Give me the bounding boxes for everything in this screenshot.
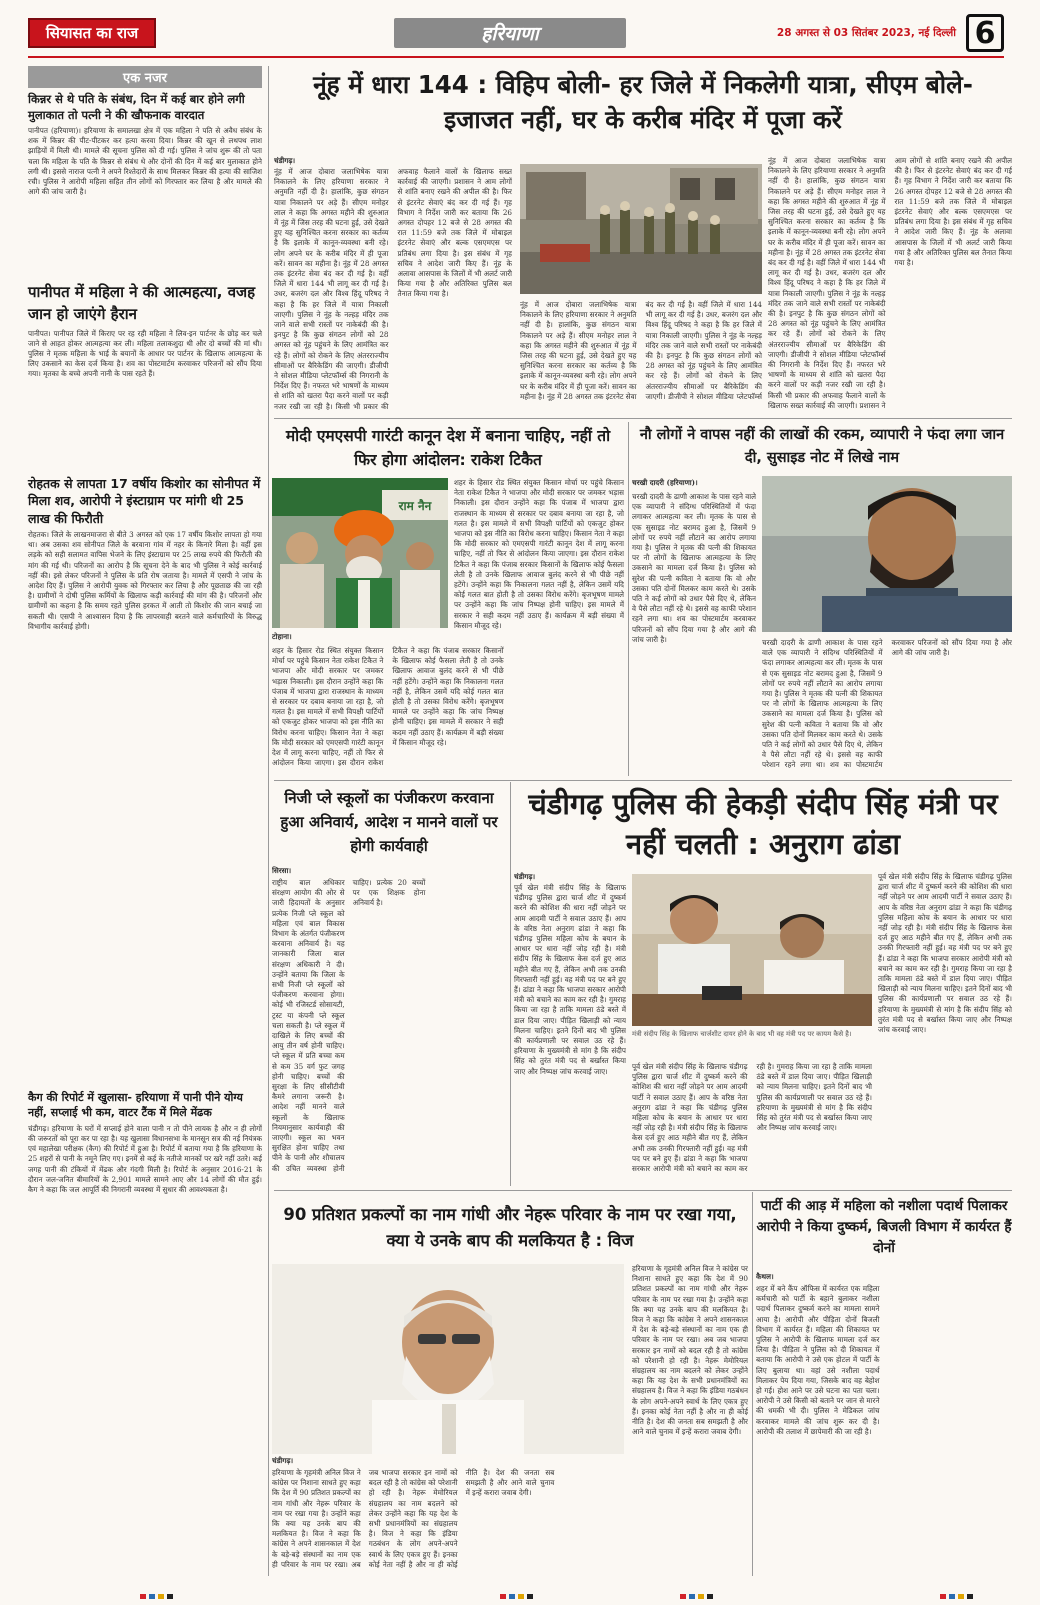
story-headline: कैग की रिपोर्ट में खुलासा- हरियाणा में पानी पीने योग्य नहीं, सप्लाई भी कम, वाटर टैंक में मिले मेंढक — [28, 1091, 243, 1120]
dhanda-body-lower: पूर्व खेल मंत्री संदीप सिंह के खिलाफ चंडीगढ़ पुलिस द्वारा चार्ज शीट में दुष्कर्म करने की कोशिश की धारा नहीं जोड़ने पर आम आदमी पार्टी ने सवाल उठाए हैं। आप के वरिष्ठ नेता अनुराग ढांडा ने कहा कि चंडीगढ़ पुलिस महिला कोच के बयान के आधार पर धारा नहीं जोड़ रही है। मंत्री संदीप सिंह के खिलाफ केस दर्ज हुए आठ महीने बीत गए हैं, लेकिन अभी तक उनकी गिरफ्तारी नहीं हुई। वह मंत्री पद पर बने हुए हैं। ढांडा ने कहा कि भाजपा सरकार आरोपी मंत्री को बचाने का काम कर रही है। गुमराह किया जा रहा है ताकि मामला ठंडे बस्ते में डाल दिया जाए। पीड़ित खिलाड़ी को न्याय मिलना चाहिए। इतने दिनों बाद भी पुलिस की कार्यप्रणाली पर सवाल उठ रहे हैं। हरियाणा के मुख्यमंत्री से मांग है कि संदीप सिंह को तुरंत मंत्री पद से बर्खास्त किया जाए और निष्पक्ष जांच करवाई जाए। — [632, 1062, 872, 1174]
crime-text — [756, 1284, 1012, 1574]
anil-vij-photo — [272, 1264, 624, 1454]
tikait-story — [272, 420, 624, 778]
suicide-body-lower: चरखी दादरी के ढाणी आकाश के पास रहने वाले एक व्यापारी ने संदिग्ध परिस्थितियों में फंदा लगाकर आत्महत्या कर ली। मृतक के पास से एक सुसाइड नोट बरामद हुआ है, जिसमें 9 लोगों पर रुपये नहीं लौटाने का आरोप लगाया गया है। पुलिस ने मृतक की पत्नी की शिकायत पर नौ लोगों के खिलाफ आत्महत्या के लिए उकसाने का मामला दर्ज किया है। पुलिस को सुरेश की पत्नी कविता ने बताया कि वो और उसका पति दोनों मिलकर काम करते थे। उसके पति ने कई लोगों को उधार पैसे दिए थे, लेकिन वे पैसे लौटा नहीं रहे थे। इससे वह काफी परेशान रहने लगा था। शव का पोस्टमार्टम करवाकर परिजनों को सौंप दिया गया है और आगे की जांच जारी है। — [762, 638, 1012, 770]
sidebar-label: एक नजर — [123, 71, 167, 86]
bottom-divider — [274, 1190, 1012, 1191]
tikait-headline: मोदी एमएसपी गारंटी कानून देश में बनाना चाहिए, नहीं तो फिर होगा आंदोलन: राकेश टिकैत — [285, 427, 611, 470]
lead-col-b — [768, 156, 1012, 414]
suicide-body: चरखी दादरी के ढाणी आकाश के पास रहने वाले एक व्यापारी ने संदिग्ध परिस्थितियों में फंदा लगाकर आत्महत्या कर ली। मृतक के पास से एक सुसाइड नोट बरामद हुआ है, जिसमें 9 लोगों पर रुपये नहीं लौटाने का आरोप लगाया गया है। पुलिस ने मृतक की पत्नी की शिकायत पर नौ लोगों के खिलाफ आत्महत्या के लिए उकसाने का मामला दर्ज किया है। पुलिस को सुरेश की पत्नी कविता ने बताया कि वो और उसका पति दोनों मिलकर काम करते थे। उसके पति ने कई लोगों को उधार पैसे दिए थे, लेकिन वे पैसे लौटा नहीं रहे थे। इससे वह काफी परेशान रहने लगा था। शव का पोस्टमार्टम करवाकर परिजनों को सौंप दिया गया है और आगे की जांच जारी है। — [632, 492, 756, 644]
sidebar-story-4 — [28, 1090, 262, 1544]
crime-story — [756, 1192, 1012, 1576]
story-headline: किन्नर से थे पति के संबंध, दिन में कई बार होने लगी मुलाकात तो पत्नी ने की खौफनाक वारदात — [28, 92, 245, 122]
schools-headline: निजी प्ले स्कूलों का पंजीकरण करवाना हुआ अनिवार्य, आदेश न मानने वालों पर होगी कार्यवाही — [280, 789, 498, 855]
lead-col-a — [274, 156, 512, 414]
lead-body-lower: नूंह में आज दोबारा जलाभिषेक यात्रा निकालने के लिए हरियाणा सरकार ने अनुमति नहीं दी है। हालांकि, कुछ संगठन यात्रा निकालने पर अड़े हैं। सीएम मनोहर लाल ने कहा कि अगस्त महीने की शुरुआत में नूंह में जिस तरह की घटना हुई, उसे देखते हुए यह सुनिश्चित करना सरकार का कर्तव्य है कि इलाके में कानून-व्यवस्था बनी रहे। लोग अपने घर के करीब मंदिर में ही पूजा करें। सावन का महीना है। नूंह में 28 अगस्त तक इंटरनेट सेवा बंद कर दी गई है। वहीं जिले में धारा 144 भी लागू कर दी गई है। उधर, बजरंग दल और विश्व हिंदू परिषद ने कहा है कि हर जिले में यात्रा निकाली जाएगी। पुलिस ने नूंह के नल्हड़ मंदिर तक जाने वाले सभी रास्तों पर नाकेबंदी की है। इनपुट है कि कुछ संगठन लोगों को 28 अगस्त को नूंह पहुंचने के लिए आमंत्रित कर रहे हैं। लोगों को रोकने के लिए अंतरराज्यीय सीमाओं पर बैरिकेडिंग की जाएगी। डीजीपी ने सोशल मीडिया प्लेटफॉर्म्स — [520, 300, 762, 401]
tikait-text-frame — [272, 646, 624, 776]
dhanda-photo — [632, 874, 872, 1026]
vij-headline: 90 प्रतिशत प्रकल्पों का नाम गांधी और नेहरू परिवार के नाम पर रखा गया, क्या ये उनके बाप की मलकियत है : विज — [283, 1205, 737, 1251]
victim-portrait-photo — [762, 476, 1012, 632]
crime-headline: पार्टी की आड़ में महिला को नशीला पदार्थ पिलाकर आरोपी ने किया दुष्कर्म, बिजली विभाग में कार्यरत हैं दोनों — [756, 1198, 1012, 1256]
vij-dateline: चंडीगढ़। — [272, 1456, 294, 1465]
tikait-photo — [272, 478, 448, 628]
story-body: पानीपत (हरियाणा)। हरियाणा के समालखा क्षेत्र में एक महिला ने पति से अवैध संबंध के शक में किन्नर की पीट-पीटकर कर हत्या करवा दिया। किन्नर की खून से लथपथ लाश झाड़ियों में मिली थी। मामले की सूचना पुलिस को दी गई। पुलिस ने जांच शुरू की तो पता चला कि महिला के पति के किन्नर से संबंध थे और दोनों की दिन में कई बार मुलाकात होने लगी थी। इससे नाराज पत्नी ने अपने रिश्तेदारों के साथ मिलकर किन्नर की हत्या की साजिश रची। पुलिस ने आरोपी महिला सहित तीन लोगों को गिरफ्तार कर लिया है और मामले की आगे की जांच जारी है। — [28, 126, 262, 197]
mid-divider — [274, 780, 1012, 781]
schools-story — [272, 782, 506, 1188]
suicide-photo — [762, 476, 1012, 632]
crime-dateline: कैथल। — [756, 1272, 774, 1281]
brand-name: सियासत का राज — [45, 24, 139, 42]
dhanda-body-right: पूर्व खेल मंत्री संदीप सिंह के खिलाफ चंडीगढ़ पुलिस द्वारा चार्ज शीट में दुष्कर्म करने की कोशिश की धारा नहीं जोड़ने पर आम आदमी पार्टी ने सवाल उठाए हैं। आप के वरिष्ठ नेता अनुराग ढांडा ने कहा कि चंडीगढ़ पुलिस महिला कोच के बयान के आधार पर धारा नहीं जोड़ रही है। मंत्री संदीप सिंह के खिलाफ केस दर्ज हुए आठ महीने बीत गए हैं, लेकिन अभी तक उनकी गिरफ्तारी नहीं हुई। वह मंत्री पद पर बने हुए हैं। ढांडा ने कहा कि भाजपा सरकार आरोपी मंत्री को बचाने का काम कर रही है। गुमराह किया जा रहा है ताकि मामला ठंडे बस्ते में डाल दिया जाए। पीड़ित खिलाड़ी को न्याय मिलना चाहिए। इतने दिनों बाद भी पुलिस की कार्यप्रणाली पर सवाल उठ रहे हैं। हरियाणा के मुख्यमंत्री से मांग है कि संदीप सिंह को तुरंत मंत्री पद से बर्खास्त किया जाए और निष्पक्ष जांच करवाई जाए। — [878, 872, 1012, 1035]
sidebar-story-2 — [28, 282, 262, 471]
anurag-dhanda-press-photo — [632, 874, 872, 1026]
story-body: चंडीगढ़। हरियाणा के घरों में सप्लाई होने वाला पानी न तो पीने लायक है और न ही लोगों की जरूरतों को पूरा कर पा रहा है। यह खुलासा विधानसभा के मानसून सत्र की नई नियंत्रक एवं महालेखा परीक्षक (कैग) की रिपोर्ट में हुआ है। रिपोर्ट में बताया गया है कि हरियाणा के 25 शहरों से पानी के नमूने लिए गए। इनमें से कई के नतीजे मानकों पर खरे नहीं उतरे। कई जगह पानी की टंकियों में मेंढक और गंदगी मिली है। रिपोर्ट के अनुसार 2016-21 के दौरान जल-जनित बीमारियों के 2,901 मामले सामने आए और 14 लोगों की मौत हुई। कैग ने कहा कि जल आपूर्ति की निगरानी व्यवस्था में सुधार की आवश्यकता है। — [28, 1123, 262, 1195]
dhanda-headline: चंडीगढ़ पुलिस की हेकड़ी संदीप सिंह मंत्री पर नहीं चलती : अनुराग ढांडा — [528, 787, 998, 862]
lead-story — [274, 64, 1012, 416]
suicide-story — [632, 420, 1012, 778]
lead-body-continued: नूंह में आज दोबारा जलाभिषेक यात्रा निकालने के लिए हरियाणा सरकार ने अनुमति नहीं दी है। हालांकि, कुछ संगठन यात्रा निकालने पर अड़े हैं। सीएम मनोहर लाल ने कहा कि अगस्त महीने की शुरुआत में नूंह में जिस तरह की घटना हुई, उसे देखते हुए यह सुनिश्चित करना सरकार का कर्तव्य है कि इलाके में कानून-व्यवस्था बनी रहे। लोग अपने घर के करीब मंदिर में ही पूजा करें। सावन का महीना है। नूंह में 28 अगस्त तक इंटरनेट सेवा बंद कर दी गई है। वहीं जिले में धारा 144 भी लागू कर दी गई है। उधर, बजरंग दल और विश्व हिंदू परिषद ने कहा है कि हर जिले में यात्रा निकाली जाएगी। पुलिस ने नूंह के नल्हड़ मंदिर तक जाने वाले सभी रास्तों पर नाकेबंदी की है। इनपुट है कि कुछ संगठन लोगों को 28 अगस्त को नूंह पहुंचने के लिए आमंत्रित कर रहे हैं। लोगों को रोकने के लिए अंतरराज्यीय सीमाओं पर बैरिकेडिंग की जाएगी। डीजीपी ने सोशल मीडिया प्लेटफॉर्म्स की निगरानी के निर्देश दिए हैं। नफरत भरे भाषणों के माध्यम से शांति को खतरा पैदा करने वालों पर कड़ी नजर रखी जा रही है। किसी भी प्रकार की अफवाह फैलाने वालों के खिलाफ सख्त कार्रवाई की जाएगी। प्रशासन ने आम लोगों से शांति बनाए रखने की अपील की है। फिर से इंटरनेट सेवाएं बंद कर दी गई हैं। गृह विभाग ने निर्देश जारी कर बताया कि 26 अगस्त दोपहर 12 बजे से 28 अगस्त की रात 11:59 बजे तक जिले में मोबाइल इंटरनेट सेवाएं और बल्क एसएमएस पर प्रतिबंध लगा दिया है। इस संबंध में गृह सचिव ने आदेश जारी किए हैं। नूंह के अलावा आसपास के जिलों में भी अलर्ट जारी किया गया है और अतिरिक्त पुलिस बल तैनात किया गया है। — [768, 156, 1012, 410]
schools-divider — [510, 782, 511, 1186]
dhanda-text-right — [878, 872, 1012, 1186]
story-headline: पानीपत में महिला ने की आत्महत्या, वजह जान हो जाएंगे हैरान — [28, 283, 256, 323]
vij-text-side — [632, 1264, 748, 1464]
schools-body: राष्ट्रीय बाल अधिकार संरक्षण आयोग की ओर से जारी हिदायतों के अनुसार प्रत्येक निजी प्ले स्कूल को महिला एवं बाल विकास विभाग के अंतर्गत पंजीकरण करवाना अनिवार्य है। यह जानकारी जिला बाल संरक्षण अधिकारी ने दी। उन्होंने बताया कि जिला के सभी निजी प्ले स्कूलों को पंजीकरण करवाना होगा। कोई भी रजिस्टर्ड सोसायटी, ट्रस्ट या कंपनी प्ले स्कूल चला सकती है। प्ले स्कूल में दाखिले के लिए बच्चों की आयु तीन वर्ष होनी चाहिए। प्ले स्कूल में प्रति बच्चा कम से कम 35 वर्ग फुट जगह होनी चाहिए। बच्चों की सुरक्षा के लिए सीसीटीवी कैमरे लगाना जरूरी है। आदेश नहीं मानने वाले स्कूलों के खिलाफ नियमानुसार कार्यवाही की जाएगी। स्कूल का भवन सुरक्षित होना चाहिए तथा पीने के पानी और शौचालय की उचित व्यवस्था होनी चाहिए। प्रत्येक 20 बच्चों पर एक शिक्षक होना अनिवार्य है। — [272, 878, 426, 1173]
brand-logo — [28, 18, 156, 48]
section-title: हरियाणा — [481, 23, 539, 45]
vij-divider — [752, 1192, 753, 1576]
vij-text — [272, 1468, 748, 1576]
dhanda-story — [514, 782, 1012, 1188]
vij-body: हरियाणा के गृहमंत्री अनिल विज ने कांग्रेस पर निशाना साधते हुए कहा कि देश में 90 प्रतिशत प्रकल्पों का नाम गांधी और नेहरू परिवार के नाम पर रखा गया है। उन्होंने कहा कि क्या यह उनके बाप की मलकियत है। विज ने कहा कि कांग्रेस ने अपने शासनकाल में देश के बड़े-बड़े संस्थानों का नाम एक ही परिवार के नाम पर रखा। अब जब भाजपा सरकार इन नामों को बदल रही है तो कांग्रेस को परेशानी हो रही है। नेहरू मेमोरियल संग्रहालय का नाम बदलने को लेकर उन्होंने कहा कि यह देश के सभी प्रधानमंत्रियों का संग्रहालय है। विज ने कहा कि इंडिया गठबंधन के लोग अपने-अपने स्वार्थ के लिए एकत्र हुए हैं। इनका कोई नेता नहीं है और ना ही कोई नीति है। देश की जनता सब समझती है और आने वाले चुनाव में इन्हें करारा जवाब देगी। — [272, 1468, 555, 1569]
story-body: पानीपत। पानीपत जिले में किराए पर रह रही महिला ने लिव-इन पार्टनर के छोड़ कर चले जाने से आहत होकर आत्महत्या कर ली। महिला तलाकशुदा थी और दो बच्चों की मां थी। पुलिस ने मृतक महिला के भाई के बयानों के आधार पर पार्टनर के खिलाफ आत्महत्या के लिए उकसाने का केस दर्ज किया है। शव का पोस्टमार्टम करवाकर परिजनों को सौंप दिया गया। मृतका के बच्चे अपनी नानी के पास रहते हैं। — [28, 328, 262, 379]
schools-dateline: सिरसा। — [272, 866, 292, 875]
tikait-side-text — [454, 478, 624, 640]
tikait-caption: टोहाना। — [272, 632, 292, 641]
vij-photo — [272, 1264, 624, 1454]
lead-col-c — [520, 300, 762, 416]
masthead-rule — [28, 56, 1004, 58]
crime-body: शहर में बने कैंप ऑफिस में कार्यरत एक महिला कर्मचारी को पार्टी के बहाने बुलाकर नशीला पदार्थ पिलाकर दुष्कर्म करने का मामला सामने आया है। आरोपी और पीड़िता दोनों बिजली विभाग में कार्यरत हैं। महिला की शिकायत पर पुलिस ने आरोपी के खिलाफ मामला दर्ज कर लिया है। पीड़िता ने पुलिस को दी शिकायत में बताया कि आरोपी ने उसे एक होटल में पार्टी के लिए बुलाया था। वहां उसे नशीला पदार्थ मिलाकर पेय दिया गया, जिसके बाद वह बेहोश हो गई। होश आने पर उसे घटना का पता चला। आरोपी ने उसे किसी को बताने पर जान से मारने की धमकी भी दी। पुलिस ने मेडिकल जांच करवाकर मामले की जांच शुरू कर दी है। आरोपी की तलाश में छापेमारी की जा रही है। — [756, 1284, 880, 1436]
section-banner — [394, 18, 626, 48]
police-street-photo — [520, 164, 762, 294]
lead-divider — [274, 418, 1012, 419]
sidebar-label-bar — [28, 66, 262, 88]
page-number: 6 — [966, 14, 1004, 52]
tikait-divider — [628, 422, 629, 776]
vij-story — [272, 1192, 748, 1576]
sidebar — [28, 66, 262, 1576]
tikait-body-side: शहर के हिसार रोड स्थित संयुक्त किसान मोर्चा पर पहुंचे किसान नेता राकेश टिकैत ने भाजपा और मोदी सरकार पर जमकर भड़ास निकाली। इस दौरान उन्होंने कहा कि पंजाब में भाजपा द्वारा राजस्थान के माध्यम से सरकार पर दबाव बनाया जा रहा है, जो गलत है। इस मामले में सभी विपक्षी पार्टियों को एकजुट होकर भाजपा को इस नीति का विरोध करना चाहिए। किसान नेता ने कहा कि मोदी सरकार को एमएसपी गारंटी कानून देश में लागू करना चाहिए, नहीं तो फिर से आंदोलन किया जाएगा। इस दौरान राकेश टिकैत ने कहा कि पंजाब सरकार किसानों के खिलाफ कोई फैसला लेती है तो उनके खिलाफ आवाज बुलंद करने से भी पीछे नहीं हटेंगे। उन्होंने कहा कि निकालना गलत नहीं है, लेकिन उसमें यदि कोई गलत बात होती है तो उसका विरोध करेंगे। बृजभूषण मामले पर उन्होंने कहा कि जांच निष्पक्ष होनी चाहिए। इस मामले में सरकार ने सही कदम नहीं उठाए हैं। कार्यक्रम में बड़ी संख्या में किसान मौजूद रहे। — [454, 478, 624, 630]
lead-photo — [520, 164, 762, 294]
lead-dateline: चंडीगढ़। — [274, 156, 296, 165]
suicide-text-right — [762, 638, 1012, 776]
dhanda-body: पूर्व खेल मंत्री संदीप सिंह के खिलाफ चंडीगढ़ पुलिस द्वारा चार्ज शीट में दुष्कर्म करने की कोशिश की धारा नहीं जोड़ने पर आम आदमी पार्टी ने सवाल उठाए हैं। आप के वरिष्ठ नेता अनुराग ढांडा ने कहा कि चंडीगढ़ पुलिस महिला कोच के बयान के आधार पर धारा नहीं जोड़ रही है। मंत्री संदीप सिंह के खिलाफ केस दर्ज हुए आठ महीने बीत गए हैं, लेकिन अभी तक उनकी गिरफ्तारी नहीं हुई। वह मंत्री पद पर बने हुए हैं। ढांडा ने कहा कि भाजपा सरकार आरोपी मंत्री को बचाने का काम कर रही है। गुमराह किया जा रहा है ताकि मामला ठंडे बस्ते में डाल दिया जाए। पीड़ित खिलाड़ी को न्याय मिलना चाहिए। इतने दिनों बाद भी पुलिस की कार्यप्रणाली पर सवाल उठ रहे हैं। हरियाणा के मुख्यमंत्री से मांग है कि संदीप सिंह को तुरंत मंत्री पद से बर्खास्त किया जाए और निष्पक्ष जांच करवाई जाए। — [514, 883, 626, 1076]
footer-registration-marks — [140, 1586, 1040, 1594]
masthead — [28, 10, 1012, 58]
story-headline: रोहतक से लापता 17 वर्षीय किशोर का सोनीपत में मिला शव, आरोपी ने इंस्टाग्राम पर मांगी थी 25 लाख की फिरौती — [28, 475, 261, 526]
lead-headline: नूंह में धारा 144 : विहिप बोली- हर जिले में निकलेगी यात्रा, सीएम बोले- इजाजत नहीं, घर के करीब मंदिर में पूजा करें — [313, 70, 973, 134]
sidebar-story-1 — [28, 92, 262, 278]
vij-body-side: हरियाणा के गृहमंत्री अनिल विज ने कांग्रेस पर निशाना साधते हुए कहा कि देश में 90 प्रतिशत प्रकल्पों का नाम गांधी और नेहरू परिवार के नाम पर रखा गया है। उन्होंने कहा कि क्या यह उनके बाप की मलकियत है। विज ने कहा कि कांग्रेस ने अपने शासनकाल में देश के बड़े-बड़े संस्थानों का नाम एक ही परिवार के नाम पर रखा। अब जब भाजपा सरकार इन नामों को बदल रही है तो कांग्रेस को परेशानी हो रही है। नेहरू मेमोरियल संग्रहालय का नाम बदलने को लेकर उन्होंने कहा कि यह देश के सभी प्रधानमंत्रियों का संग्रहालय है। विज ने कहा कि इंडिया गठबंधन के लोग अपने-अपने स्वार्थ के लिए एकत्र हुए हैं। इनका कोई नेता नहीं है और ना ही कोई नीति है। देश की जनता सब समझती है और आने वाले चुनाव में इन्हें करारा जवाब देगी। — [632, 1264, 748, 1437]
issue-date: 28 अगस्त से 03 सितंबर 2023, नई दिल्ली — [776, 27, 956, 39]
suicide-headline: नौ लोगों ने वापस नहीं की लाखों की रकम, व्यापारी ने फंदा लगा जान दी, सुसाइड नोट में लिखे नाम — [639, 427, 1005, 467]
tikait-body: शहर के हिसार रोड स्थित संयुक्त किसान मोर्चा पर पहुंचे किसान नेता राकेश टिकैत ने भाजपा और मोदी सरकार पर जमकर भड़ास निकाली। इस दौरान उन्होंने कहा कि पंजाब में भाजपा द्वारा राजस्थान के माध्यम से सरकार पर दबाव बनाया जा रहा है, जो गलत है। इस मामले में सभी विपक्षी पार्टियों को एकजुट होकर भाजपा को इस नीति का विरोध करना चाहिए। किसान नेता ने कहा कि मोदी सरकार को एमएसपी गारंटी कानून देश में लागू करना चाहिए, नहीं तो फिर से आंदोलन किया जाएगा। इस दौरान राकेश टिकैत ने कहा कि पंजाब सरकार किसानों के खिलाफ कोई फैसला लेती है तो उनके खिलाफ आवाज बुलंद करने से भी पीछे नहीं हटेंगे। उन्होंने कहा कि निकालना गलत नहीं है, लेकिन उसमें यदि कोई गलत बात होती है तो उसका विरोध करेंगे। बृजभूषण मामले पर उन्होंने कहा कि जांच निष्पक्ष होनी चाहिए। इस मामले में सरकार ने सही कदम नहीं उठाए हैं। कार्यक्रम में बड़ी संख्या में किसान मौजूद रहे। — [272, 646, 504, 768]
story-body: रोहतक। जिले के लाखनमाजरा से बीते 3 अगस्त को एक 17 वर्षीय किशोर लापता हो गया था। अब उसका शव सोनीपत जिले के बरवाना गांव में नहर के किनारे मिला है। वहीं इस लड़के को सही सलामत वापिस भेजने के लिए इंस्टाग्राम पर 25 लाख रुपये की फिरौती की मांग की गई थी। परिजनों का आरोप है कि सूचना देने के बाद भी पुलिस ने कोई कार्रवाई नहीं की। इसे लेकर परिजनों ने पुलिस के प्रति रोष जताया है। मामले में एसपी ने जांच के आदेश दिए हैं। पुलिस ने आरोपी युवक को गिरफ्तार कर लिया है और पूछताछ की जा रही है। ग्रामीणों ने दोषी पुलिस कर्मियों के खिलाफ कड़ी कार्रवाई की मांग की है। परिजनों और ग्रामीणों का कहना है कि समय रहते पुलिस हरकत में आती तो किशोर की जान बचाई जा सकती थी। एसपी ने आश्वासन दिया है कि लापरवाही बरतने वाले कर्मचारियों के विरुद्ध विभागीय कार्रवाई होगी। — [28, 530, 262, 631]
suicide-text-left — [632, 492, 756, 776]
sidebar-divider — [268, 66, 269, 1576]
dhanda-text-mid — [632, 1062, 872, 1186]
sidebar-story-3 — [28, 475, 262, 1087]
suicide-dateline: चरखी दादरी (हरियाणा)। — [632, 478, 698, 487]
dhanda-text-left — [514, 872, 626, 1186]
schools-text — [272, 878, 506, 1186]
tikait-banner-text: राम नैन — [398, 499, 432, 513]
lead-body: नूंह में आज दोबारा जलाभिषेक यात्रा निकालने के लिए हरियाणा सरकार ने अनुमति नहीं दी है। हालांकि, कुछ संगठन यात्रा निकालने पर अड़े हैं। सीएम मनोहर लाल ने कहा कि अगस्त महीने की शुरुआत में नूंह में जिस तरह की घटना हुई, उसे देखते हुए यह सुनिश्चित करना सरकार का कर्तव्य है कि इलाके में कानून-व्यवस्था बनी रहे। लोग अपने घर के करीब मंदिर में ही पूजा करें। सावन का महीना है। नूंह में 28 अगस्त तक इंटरनेट सेवा बंद कर दी गई है। वहीं जिले में धारा 144 भी लागू कर दी गई है। उधर, बजरंग दल और विश्व हिंदू परिषद ने कहा है कि हर जिले में यात्रा निकाली जाएगी। पुलिस ने नूंह के नल्हड़ मंदिर तक जाने वाले सभी रास्तों पर नाकेबंदी की है। इनपुट है कि कुछ संगठन लोगों को 28 अगस्त को नूंह पहुंचने के लिए आमंत्रित कर रहे हैं। लोगों को रोकने के लिए अंतरराज्यीय सीमाओं पर बैरिकेडिंग की जाएगी। डीजीपी ने सोशल मीडिया प्लेटफॉर्म्स की निगरानी के निर्देश दिए हैं। नफरत भरे भाषणों के माध्यम से शांति को खतरा पैदा करने वालों पर कड़ी नजर रखी जा रही है। किसी भी प्रकार की अफवाह फैलाने वालों के खिलाफ सख्त कार्रवाई की जाएगी। प्रशासन ने आम लोगों से शांति बनाए रखने की अपील की है। फिर से इंटरनेट सेवाएं बंद कर दी गई हैं। गृह विभाग ने निर्देश जारी कर बताया कि 26 अगस्त दोपहर 12 बजे से 28 अगस्त की रात 11:59 बजे तक जिले में मोबाइल इंटरनेट सेवाएं और बल्क एसएमएस पर प्रतिबंध लगा दिया है। इस संबंध में गृह सचिव ने आदेश जारी किए हैं। नूंह के अलावा आसपास के जिलों में भी अलर्ट जारी किया गया है और अतिरिक्त पुलिस बल तैनात किया गया है। — [274, 167, 512, 411]
dhanda-dateline: चंडीगढ़। — [514, 872, 536, 881]
dhanda-caption: मंत्री संदीप सिंह के खिलाफ चार्जशीट दायर होने के बाद भी वह मंत्री पद पर कायम कैसे है। — [632, 1030, 852, 1038]
